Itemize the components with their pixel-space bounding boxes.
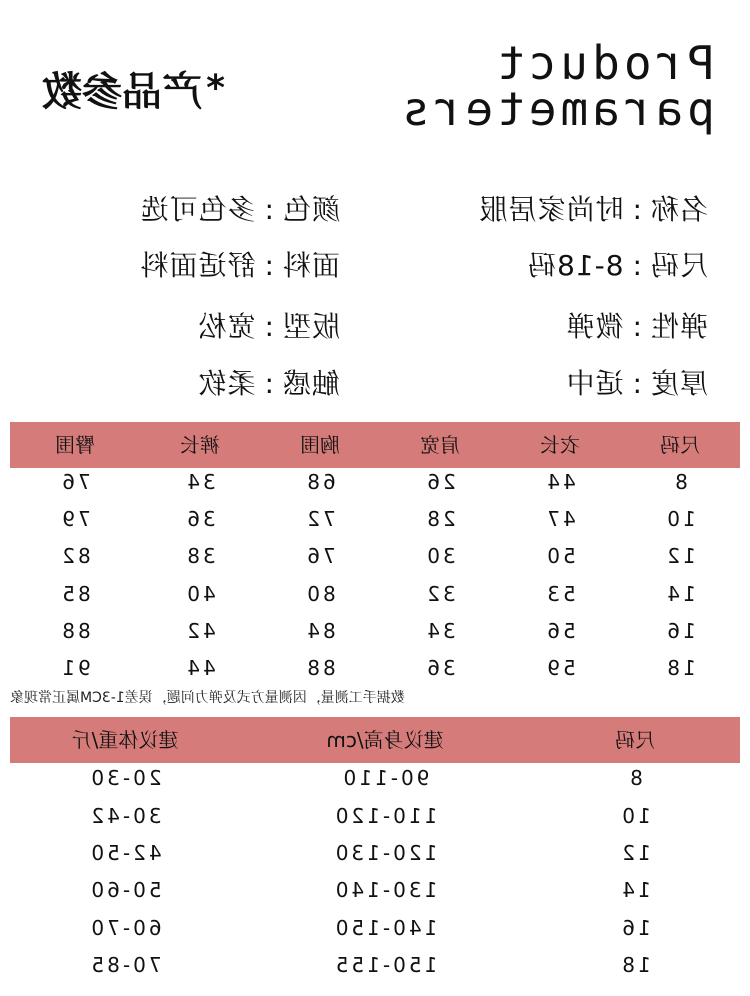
table-cell: 88 [304, 656, 336, 680]
table-cell: 53 [544, 582, 576, 606]
table-cell: 10 [664, 507, 696, 531]
table-cell: 140-150 [332, 916, 438, 940]
spec-separator: : [263, 367, 274, 400]
table-cell: 36 [184, 507, 216, 531]
spec-separator: : [631, 249, 642, 282]
table-cell: 50 [544, 544, 576, 568]
table-cell: 84 [304, 619, 336, 643]
table-cell: 82 [59, 544, 91, 568]
table-cell: 16 [664, 619, 696, 643]
fit-table-header [10, 717, 740, 763]
table-cell: 34 [184, 470, 216, 494]
table-row [10, 537, 740, 575]
table-cell: 85 [59, 582, 91, 606]
table-cell: 76 [59, 470, 91, 494]
header-cell: 胸围 [300, 433, 340, 457]
table-cell: 38 [184, 544, 216, 568]
title-english [398, 36, 715, 136]
table-cell: 70-85 [88, 953, 162, 977]
title-english-line1: Product [493, 36, 715, 90]
spec-label: 颜色 [281, 193, 340, 226]
table-cell: 12 [664, 544, 696, 568]
table-row [10, 797, 740, 835]
spec-label: 名称 [649, 193, 708, 226]
table-cell: 50-60 [88, 878, 162, 902]
spec-color [140, 188, 340, 228]
spec-label: 版型 [281, 310, 340, 343]
spec-label: 尺码 [649, 249, 708, 282]
table-cell: 18 [664, 656, 696, 680]
spec-separator: : [631, 310, 642, 343]
spec-thickness [566, 362, 708, 402]
table-row [10, 871, 740, 909]
spec-fit [198, 305, 340, 345]
spec-name [479, 188, 708, 228]
table-cell: 8 [627, 766, 643, 790]
spec-value: 柔软 [197, 367, 256, 400]
table-cell: 42 [184, 619, 216, 643]
table-cell: 20-30 [88, 766, 162, 790]
table-row [10, 500, 740, 538]
table-cell: 47 [544, 507, 576, 531]
table-cell: 18 [619, 953, 651, 977]
spec-value: 8-18码 [526, 249, 624, 282]
spec-separator: : [631, 193, 642, 226]
table-cell: 76 [304, 544, 336, 568]
table-row [10, 834, 740, 872]
table-cell: 80 [304, 582, 336, 606]
table-cell: 30 [424, 544, 456, 568]
spec-label: 弹性 [649, 310, 708, 343]
header-cell: 尺码 [615, 728, 655, 752]
spec-value: 适中 [565, 367, 624, 400]
spec-separator: : [631, 367, 642, 400]
table-row [10, 463, 740, 501]
table-cell: 79 [59, 507, 91, 531]
table-row [10, 612, 740, 650]
spec-separator: : [263, 249, 274, 282]
table-cell: 44 [184, 656, 216, 680]
table-cell: 42-50 [88, 841, 162, 865]
spec-label: 厚度 [649, 367, 708, 400]
table-cell: 120-130 [332, 841, 438, 865]
table-cell: 150-155 [332, 953, 438, 977]
table-cell: 36 [424, 656, 456, 680]
table-cell: 72 [304, 507, 336, 531]
table-cell: 44 [544, 470, 576, 494]
table-cell: 59 [544, 656, 576, 680]
title-chinese [42, 60, 225, 117]
table-row [10, 759, 740, 797]
spec-separator: : [263, 193, 274, 226]
table-cell: 8 [672, 470, 688, 494]
table-cell: 26 [424, 470, 456, 494]
spec-touch [198, 362, 340, 402]
table-cell: 34 [424, 619, 456, 643]
header-cell: 肩宽 [420, 433, 460, 457]
header-cell: 建议体重/斤 [71, 728, 179, 752]
spec-label: 触感 [281, 367, 340, 400]
table-cell: 110-120 [332, 804, 438, 828]
size-table-header [10, 422, 740, 468]
table-cell: 68 [304, 470, 336, 494]
table-cell: 32 [424, 582, 456, 606]
table-cell: 28 [424, 507, 456, 531]
table-cell: 14 [619, 878, 651, 902]
title-chinese-text: 产品参数 [42, 69, 203, 115]
table-cell: 60-70 [88, 916, 162, 940]
measurement-note: 数据手工测量，因测量方式及弹力问题，误差1-3CM属正常现象 [10, 690, 405, 706]
table-row [10, 909, 740, 947]
spec-value: 微弹 [565, 310, 624, 343]
table-cell: 10 [619, 804, 651, 828]
table-row [10, 946, 740, 984]
table-cell: 91 [59, 656, 91, 680]
spec-value: 舒适面料 [139, 249, 256, 282]
spec-separator: : [263, 310, 274, 343]
table-cell: 12 [619, 841, 651, 865]
header-cell: 建议身高/cm [326, 728, 444, 752]
table-row [10, 575, 740, 613]
header-cell: 衣长 [540, 433, 580, 457]
spec-value: 宽松 [197, 310, 256, 343]
header-cell: 裤长 [180, 433, 220, 457]
spec-elasticity [566, 305, 708, 345]
table-cell: 16 [619, 916, 651, 940]
table-cell: 56 [544, 619, 576, 643]
spec-value: 时尚家居服 [478, 193, 624, 226]
table-cell: 90-110 [340, 766, 430, 790]
table-cell: 14 [664, 582, 696, 606]
spec-fabric [140, 244, 340, 284]
title-english-line2: parameters [398, 82, 715, 136]
table-row [10, 649, 740, 687]
table-cell: 130-140 [332, 878, 438, 902]
table-cell: 40 [184, 582, 216, 606]
table-cell: 88 [59, 619, 91, 643]
spec-label: 面料 [281, 249, 340, 282]
spec-value: 多色可选 [139, 193, 256, 226]
star-icon: * [206, 68, 225, 109]
table-cell: 30-42 [88, 804, 162, 828]
header-cell: 尺码 [660, 433, 700, 457]
header-cell: 臀围 [55, 433, 95, 457]
spec-size [527, 244, 708, 284]
